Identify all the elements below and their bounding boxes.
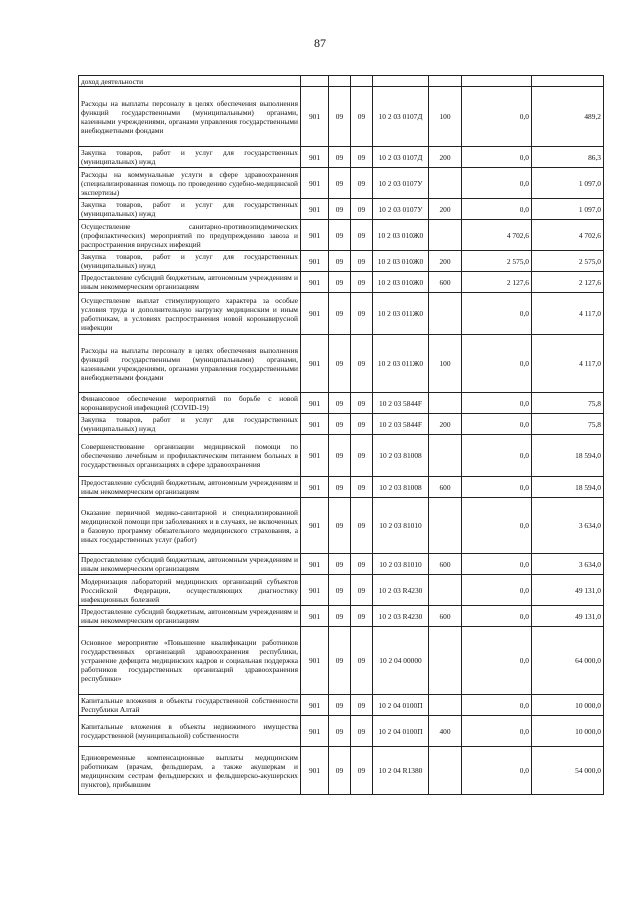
section-code-cell: 09 [329,168,351,199]
subsection-code-cell: 09 [351,554,373,575]
target-article-cell: 10 2 03 011Ж0 [373,293,429,335]
ved-code-cell: 901 [301,414,329,435]
amount-1-cell: 2 575,0 [462,251,532,272]
subsection-code-cell: 09 [351,747,373,795]
row-name-cell: Основное мероприятие «Повышение квалификации работников государственных организаций здравоохранения республики, устранение дефицита медицинских кадров и социальная поддержка работников государственных организаций здравоохранения республики» [79,627,301,695]
section-code-cell: 09 [329,575,351,606]
amount-2-cell: 4 117,0 [532,293,604,335]
amount-2-cell: 1 097,0 [532,199,604,220]
budget-table [78,75,604,795]
target-article-cell: 10 2 03 R4230 [373,606,429,627]
expense-type-cell [429,695,462,716]
ved-code-cell: 901 [301,393,329,414]
expense-type-cell [429,435,462,477]
subsection-code-cell: 09 [351,695,373,716]
subsection-code-cell: 09 [351,168,373,199]
section-code-cell: 09 [329,414,351,435]
expense-type-cell: 200 [429,251,462,272]
subsection-code-cell: 09 [351,87,373,147]
amount-1-cell: 0,0 [462,627,532,695]
row-name-cell: Расходы на коммунальные услуги в сфере здравоохранения (специализированная помощь по проведению судебно-медицинской экспертизы) [79,168,301,199]
ved-code-cell: 901 [301,293,329,335]
amount-2-cell: 49 131,0 [532,606,604,627]
amount-2-cell: 3 634,0 [532,554,604,575]
subsection-code-cell: 09 [351,335,373,393]
section-code-cell: 09 [329,477,351,498]
target-article-cell: 10 2 03 010Ж0 [373,251,429,272]
subsection-code-cell: 09 [351,147,373,168]
subsection-code-cell: 09 [351,627,373,695]
subsection-code-cell: 09 [351,293,373,335]
amount-1-cell: 0,0 [462,747,532,795]
ved-code-cell: 901 [301,199,329,220]
row-name-cell: Модернизация лабораторий медицинских организаций субъектов Российской Федерации, осуществляющих диагностику инфекционных болезней [79,575,301,606]
ved-code-cell: 901 [301,220,329,251]
expense-type-cell [429,168,462,199]
amount-1-cell: 0,0 [462,199,532,220]
section-code-cell: 09 [329,606,351,627]
section-code-cell: 09 [329,87,351,147]
amount-1-cell: 0,0 [462,477,532,498]
target-article-cell: 10 2 04 0100П [373,716,429,747]
expense-type-cell [429,627,462,695]
section-code-cell: 09 [329,293,351,335]
amount-2-cell: 10 000,0 [532,695,604,716]
table-row [79,554,604,575]
target-article-cell: 10 2 03 81010 [373,554,429,575]
amount-2-cell: 4 702,6 [532,220,604,251]
amount-1-cell: 0,0 [462,414,532,435]
amount-1-cell: 0,0 [462,716,532,747]
ved-code-cell: 901 [301,695,329,716]
table-row [79,477,604,498]
subsection-code-cell: 09 [351,220,373,251]
row-name-cell: Закупка товаров, работ и услуг для государственных (муниципальных) нужд [79,147,301,168]
target-article-cell [373,76,429,87]
row-name-cell: Закупка товаров, работ и услуг для государственных (муниципальных) нужд [79,251,301,272]
amount-1-cell: 0,0 [462,147,532,168]
row-name-cell: Капитальные вложения в объекты государственной собственности Республики Алтай [79,695,301,716]
subsection-code-cell [351,76,373,87]
section-code-cell: 09 [329,199,351,220]
amount-2-cell: 2 127,6 [532,272,604,293]
amount-2-cell: 3 634,0 [532,498,604,554]
row-name-cell: Предоставление субсидий бюджетным, автономным учреждениям и иным некоммерческим организациям [79,477,301,498]
ved-code-cell: 901 [301,554,329,575]
subsection-code-cell: 09 [351,477,373,498]
expense-type-cell [429,293,462,335]
page-number: 87 [314,36,326,50]
expense-type-cell: 100 [429,87,462,147]
table-row [79,435,604,477]
ved-code-cell: 901 [301,147,329,168]
row-name-cell: Осуществление выплат стимулирующего характера за особые условия труда и дополнительную нагрузку медицинским и иным работникам, в условиях распространения новой коронавирусной инфекции [79,293,301,335]
subsection-code-cell: 09 [351,435,373,477]
section-code-cell: 09 [329,147,351,168]
expense-type-cell [429,747,462,795]
table-row [79,335,604,393]
amount-1-cell: 0,0 [462,393,532,414]
row-name-cell: Совершенствование организации медицинской помощи по обеспечению лечебным и профилактическим питанием больных в государственных организациях в сфере здравоохранения [79,435,301,477]
section-code-cell: 09 [329,747,351,795]
row-name-cell: Предоставление субсидий бюджетным, автономным учреждениям и иным некоммерческим организациям [79,272,301,293]
ved-code-cell [301,76,329,87]
target-article-cell: 10 2 03 R4230 [373,575,429,606]
table-row [79,251,604,272]
amount-2-cell: 86,3 [532,147,604,168]
target-article-cell: 10 2 03 5844F [373,414,429,435]
table-row [79,627,604,695]
table-row [79,393,604,414]
expense-type-cell: 600 [429,606,462,627]
expense-type-cell [429,498,462,554]
subsection-code-cell: 09 [351,414,373,435]
target-article-cell: 10 2 03 010Ж0 [373,272,429,293]
table-body [79,76,604,795]
table-row [79,695,604,716]
row-name-cell: Закупка товаров, работ и услуг для государственных (муниципальных) нужд [79,414,301,435]
target-article-cell: 10 2 03 5844F [373,393,429,414]
amount-1-cell: 0,0 [462,293,532,335]
expense-type-cell [429,575,462,606]
section-code-cell: 09 [329,251,351,272]
ved-code-cell: 901 [301,335,329,393]
amount-1-cell: 0,0 [462,695,532,716]
table-row [79,76,604,87]
amount-1-cell: 0,0 [462,87,532,147]
table-row [79,199,604,220]
section-code-cell: 09 [329,272,351,293]
section-code-cell [329,76,351,87]
table-row [79,293,604,335]
row-name-cell: Закупка товаров, работ и услуг для государственных (муниципальных) нужд [79,199,301,220]
amount-2-cell: 2 575,0 [532,251,604,272]
amount-2-cell: 4 117,0 [532,335,604,393]
ved-code-cell: 901 [301,168,329,199]
row-name-cell: Предоставление субсидий бюджетным, автономным учреждениям и иным некоммерческим организациям [79,606,301,627]
ved-code-cell: 901 [301,716,329,747]
amount-2-cell: 75,8 [532,393,604,414]
target-article-cell: 10 2 03 0107У [373,199,429,220]
row-name-cell: Оказание первичной медико-санитарной и специализированной медицинской помощи при заболеваниях и в случаях, не включенных в базовую программу обязательного медицинского страхования, а иных государственных услуг (работ) [79,498,301,554]
ved-code-cell: 901 [301,627,329,695]
expense-type-cell [429,76,462,87]
section-code-cell: 09 [329,695,351,716]
amount-1-cell: 2 127,6 [462,272,532,293]
section-code-cell: 09 [329,220,351,251]
target-article-cell: 10 2 04 00000 [373,627,429,695]
table-row [79,168,604,199]
target-article-cell: 10 2 04 R1380 [373,747,429,795]
row-name-cell: Финансовое обеспечение мероприятий по борьбе с новой коронавирусной инфекцией (COVID-19) [79,393,301,414]
ved-code-cell: 901 [301,435,329,477]
amount-2-cell [532,76,604,87]
amount-1-cell: 0,0 [462,498,532,554]
target-article-cell: 10 2 03 011Ж0 [373,335,429,393]
ved-code-cell: 901 [301,606,329,627]
table-row [79,87,604,147]
expense-type-cell [429,393,462,414]
table-row [79,716,604,747]
expense-type-cell: 200 [429,147,462,168]
amount-2-cell: 489,2 [532,87,604,147]
expense-type-cell [429,220,462,251]
row-name-cell: Предоставление субсидий бюджетным, автономным учреждениям и иным некоммерческим организациям [79,554,301,575]
amount-2-cell: 18 594,0 [532,477,604,498]
subsection-code-cell: 09 [351,575,373,606]
amount-2-cell: 75,8 [532,414,604,435]
target-article-cell: 10 2 03 010Ж0 [373,220,429,251]
ved-code-cell: 901 [301,251,329,272]
expense-type-cell: 100 [429,335,462,393]
amount-1-cell: 0,0 [462,168,532,199]
target-article-cell: 10 2 03 0107Д [373,87,429,147]
subsection-code-cell: 09 [351,606,373,627]
ved-code-cell: 901 [301,272,329,293]
ved-code-cell: 901 [301,87,329,147]
expense-type-cell: 200 [429,199,462,220]
subsection-code-cell: 09 [351,393,373,414]
table-row [79,220,604,251]
target-article-cell: 10 2 03 81008 [373,435,429,477]
expense-type-cell: 600 [429,554,462,575]
row-name-cell: Расходы на выплаты персоналу в целях обеспечения выполнения функций государственными (муниципальными) органами, казенными учреждениями, органами управления государственными внебюджетными фондами [79,335,301,393]
ved-code-cell: 901 [301,575,329,606]
table-row [79,272,604,293]
amount-1-cell: 4 702,6 [462,220,532,251]
amount-2-cell: 18 594,0 [532,435,604,477]
section-code-cell: 09 [329,335,351,393]
amount-1-cell: 0,0 [462,435,532,477]
row-name-cell: Капитальные вложения в объекты недвижимого имущества государственной (муниципальной) собственности [79,716,301,747]
subsection-code-cell: 09 [351,199,373,220]
amount-2-cell: 49 131,0 [532,575,604,606]
table-row [79,747,604,795]
subsection-code-cell: 09 [351,251,373,272]
row-name-cell: Единовременные компенсационные выплаты медицинским работникам (врачам, фельдшерам, а также акушеркам и медицинским сестрам фельдшерских и фельдшерско-акушерских пунктов), прибывшим [79,747,301,795]
row-name-cell: Осуществление санитарно-противоэпидемических (профилактических) мероприятий по предупреждению завоза и распространения вирусных инфекций [79,220,301,251]
subsection-code-cell: 09 [351,716,373,747]
ved-code-cell: 901 [301,498,329,554]
amount-1-cell [462,76,532,87]
amount-1-cell: 0,0 [462,606,532,627]
expense-type-cell: 600 [429,477,462,498]
section-code-cell: 09 [329,393,351,414]
ved-code-cell: 901 [301,477,329,498]
amount-2-cell: 1 097,0 [532,168,604,199]
target-article-cell: 10 2 03 0107Д [373,147,429,168]
table-row [79,606,604,627]
section-code-cell: 09 [329,627,351,695]
amount-1-cell: 0,0 [462,335,532,393]
amount-1-cell: 0,0 [462,575,532,606]
row-name-cell: доход деятельности [79,76,301,87]
subsection-code-cell: 09 [351,272,373,293]
expense-type-cell: 600 [429,272,462,293]
section-code-cell: 09 [329,554,351,575]
section-code-cell: 09 [329,716,351,747]
table-row [79,414,604,435]
ved-code-cell: 901 [301,747,329,795]
subsection-code-cell: 09 [351,498,373,554]
section-code-cell: 09 [329,498,351,554]
table-row [79,575,604,606]
amount-2-cell: 64 000,0 [532,627,604,695]
amount-2-cell: 54 000,0 [532,747,604,795]
target-article-cell: 10 2 03 81010 [373,498,429,554]
table-row [79,147,604,168]
row-name-cell: Расходы на выплаты персоналу в целях обеспечения выполнения функций государственными (муниципальными) органами, казенными учреждениями, органами управления государственными внебюджетными фондами [79,87,301,147]
target-article-cell: 10 2 03 81008 [373,477,429,498]
expense-type-cell: 200 [429,414,462,435]
expense-type-cell: 400 [429,716,462,747]
table-row [79,498,604,554]
amount-1-cell: 0,0 [462,554,532,575]
target-article-cell: 10 2 03 0107У [373,168,429,199]
section-code-cell: 09 [329,435,351,477]
target-article-cell: 10 2 04 0100П [373,695,429,716]
amount-2-cell: 10 000,0 [532,716,604,747]
